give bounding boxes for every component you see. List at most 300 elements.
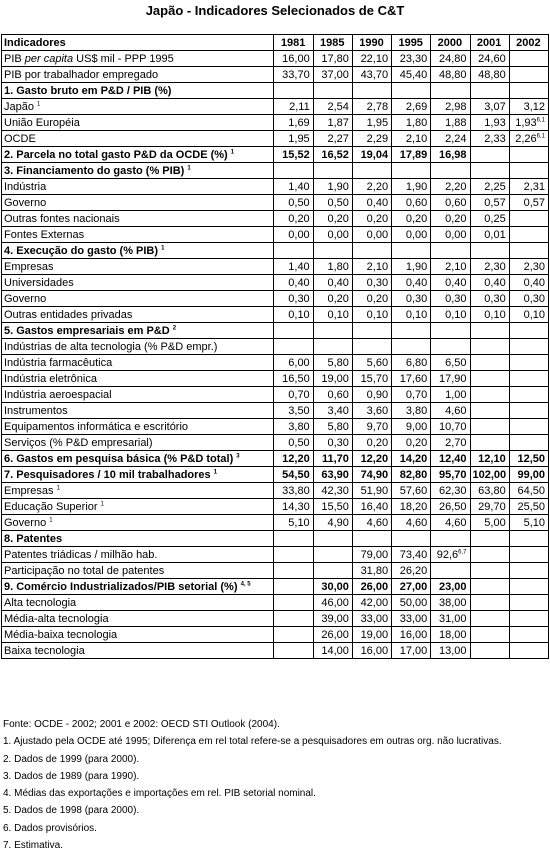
- value-cell: 2,33: [470, 131, 509, 147]
- value-cell: 0,40: [509, 275, 548, 291]
- value-cell: 1,88: [431, 115, 470, 131]
- section-header-row: [2, 163, 549, 179]
- value-cell: [509, 323, 548, 339]
- value-cell: 99,00: [509, 467, 548, 483]
- value-cell: 2,31: [509, 179, 548, 195]
- value-cell: 1,40: [274, 179, 313, 195]
- value-cell: [392, 83, 431, 99]
- value-cell: [509, 83, 548, 99]
- value-cell: [509, 531, 548, 547]
- value-cell: [470, 563, 509, 579]
- value-cell: 16,52: [313, 147, 352, 163]
- row-label: Indústrias de alta tecnologia (% P&D empr.): [2, 339, 274, 355]
- value-cell: [470, 643, 509, 659]
- value-cell: 24,60: [470, 51, 509, 67]
- footnote: 6. Dados provisórios.: [3, 822, 97, 834]
- value-cell: [470, 611, 509, 627]
- value-cell: 1,80: [392, 115, 431, 131]
- table-row: [2, 131, 549, 147]
- section-header-row: [2, 147, 549, 163]
- row-label: PIB per capita US$ mil - PPP 1995: [2, 51, 274, 67]
- table-row: [2, 307, 549, 323]
- value-cell: 0,60: [392, 195, 431, 211]
- value-cell: 2,54: [313, 99, 352, 115]
- value-cell: 2,70: [431, 435, 470, 451]
- value-cell: 5,60: [352, 355, 391, 371]
- value-cell: [509, 163, 548, 179]
- value-cell: [470, 547, 509, 563]
- value-cell: 0,20: [313, 291, 352, 307]
- value-cell: [509, 371, 548, 387]
- row-label: 6. Gastos em pesquisa básica (% P&D total) $^3$: [2, 451, 274, 467]
- row-label: Média-alta tecnologia: [2, 611, 274, 627]
- value-cell: 39,00: [313, 611, 352, 627]
- row-label: Indústria farmacêutica: [2, 355, 274, 371]
- header-cell: 1995: [392, 35, 431, 51]
- value-cell: 82,80: [392, 467, 431, 483]
- value-cell: [274, 339, 313, 355]
- value-cell: 1,93: [470, 115, 509, 131]
- value-cell: 17,80: [313, 51, 352, 67]
- value-cell: [509, 387, 548, 403]
- value-cell: 30,00: [313, 579, 352, 595]
- value-cell: 26,00: [352, 579, 391, 595]
- header-cell: 2000: [431, 35, 470, 51]
- value-cell: 0,40: [392, 275, 431, 291]
- value-cell: 29,70: [470, 499, 509, 515]
- row-label: Indústria aeroespacial: [2, 387, 274, 403]
- value-cell: [470, 403, 509, 419]
- value-cell: 2,20: [352, 179, 391, 195]
- value-cell: [392, 339, 431, 355]
- value-cell: [392, 243, 431, 259]
- value-cell: 15,70: [352, 371, 391, 387]
- value-cell: [509, 51, 548, 67]
- value-cell: [274, 547, 313, 563]
- footnote-marker: 1: [230, 148, 235, 155]
- value-cell: 16,98: [431, 147, 470, 163]
- value-cell: 0,10: [352, 307, 391, 323]
- value-cell: 2,20: [431, 179, 470, 195]
- value-cell: 46,00: [313, 595, 352, 611]
- value-cell: 1,69: [274, 115, 313, 131]
- value-cell: 15,52: [274, 147, 313, 163]
- value-cell: 17,90: [431, 371, 470, 387]
- value-cell: 1,90: [313, 179, 352, 195]
- value-cell: 1,90: [392, 259, 431, 275]
- value-cell: 50,00: [392, 595, 431, 611]
- value-cell: 16,50: [274, 371, 313, 387]
- table-row: [2, 547, 549, 563]
- value-cell: 0,50: [274, 435, 313, 451]
- value-cell: 4,90: [313, 515, 352, 531]
- value-cell: 23,30: [392, 51, 431, 67]
- footnote: 5. Dados de 1998 (para 2000).: [3, 805, 140, 817]
- value-cell: 102,00: [470, 467, 509, 483]
- value-cell: 0,20: [392, 211, 431, 227]
- value-cell: 0,25: [470, 211, 509, 227]
- value-cell: 2,11: [274, 99, 313, 115]
- value-cell: [470, 163, 509, 179]
- value-cell: 3,50: [274, 403, 313, 419]
- section-header-row: [2, 243, 549, 259]
- row-label: PIB por trabalhador empregado: [2, 67, 274, 83]
- value-cell: 0,00: [352, 227, 391, 243]
- value-cell: [509, 403, 548, 419]
- value-cell: 12,20: [274, 451, 313, 467]
- value-cell: 64,50: [509, 483, 548, 499]
- footnote-marker: 1: [49, 516, 53, 523]
- value-cell: 0,01: [470, 227, 509, 243]
- table-row: [2, 435, 549, 451]
- value-cell: 14,30: [274, 499, 313, 515]
- value-cell: [313, 83, 352, 99]
- value-cell: 18,20: [392, 499, 431, 515]
- value-cell: 0,20: [431, 211, 470, 227]
- value-cell: [470, 595, 509, 611]
- value-cell: 0,57: [470, 195, 509, 211]
- value-cell: 0,20: [392, 435, 431, 451]
- table-row: [2, 595, 549, 611]
- value-cell: [509, 339, 548, 355]
- value-cell: [470, 243, 509, 259]
- row-label: Média-baixa tecnologia: [2, 627, 274, 643]
- value-cell: [313, 163, 352, 179]
- value-cell: 5,10: [274, 515, 313, 531]
- value-cell: 0,20: [313, 211, 352, 227]
- section-header-row: [2, 531, 549, 547]
- header-cell: 1981: [274, 35, 313, 51]
- value-cell: 48,80: [431, 67, 470, 83]
- footnote-marker: 1: [37, 100, 41, 107]
- value-cell: 3,12: [509, 99, 548, 115]
- row-label: 9. Comércio Industrializados/PIB setorial (%) $^{4, 5}$: [2, 579, 274, 595]
- value-cell: [509, 211, 548, 227]
- footnote-marker: 6,1: [536, 132, 545, 139]
- footnote: 3. Dados de 1989 (para 1990).: [3, 770, 140, 782]
- row-label: 8. Patentes: [2, 531, 274, 547]
- value-cell: 5,00: [470, 515, 509, 531]
- table-row: [2, 403, 549, 419]
- value-cell: [470, 339, 509, 355]
- value-cell: 1,80: [313, 259, 352, 275]
- section-header-row: [2, 579, 549, 595]
- value-cell: 2,26$^{6,1}$: [509, 131, 548, 147]
- value-cell: 19,00: [313, 371, 352, 387]
- value-cell: 0,30: [352, 275, 391, 291]
- footnote-source: Fonte: OCDE - 2002; 2001 e 2002: OECD STI Outlook (2004).: [3, 719, 280, 730]
- value-cell: 42,00: [352, 595, 391, 611]
- footnote-marker: 3: [236, 452, 240, 459]
- value-cell: 0,10: [509, 307, 548, 323]
- value-cell: [274, 531, 313, 547]
- table-row: [2, 259, 549, 275]
- value-cell: 18,00: [431, 627, 470, 643]
- value-cell: 0,20: [352, 211, 391, 227]
- footnote: 2. Dados de 1999 (para 2000).: [3, 753, 140, 765]
- table-row: [2, 195, 549, 211]
- value-cell: 31,00: [431, 611, 470, 627]
- value-cell: 0,30: [509, 291, 548, 307]
- page-title: Japão - Indicadores Selecionados de C&T: [145, 3, 405, 18]
- value-cell: [470, 83, 509, 99]
- value-cell: 22,10: [352, 51, 391, 67]
- row-label: Governo: [2, 291, 274, 307]
- value-cell: 0,50: [274, 195, 313, 211]
- value-cell: 0,00: [313, 227, 352, 243]
- row-label: Baixa tecnologia: [2, 643, 274, 659]
- table-row: [2, 115, 549, 131]
- value-cell: 0,10: [431, 307, 470, 323]
- value-cell: [313, 547, 352, 563]
- value-cell: [274, 627, 313, 643]
- value-cell: [509, 563, 548, 579]
- value-cell: [431, 243, 470, 259]
- value-cell: [470, 579, 509, 595]
- value-cell: 48,80: [470, 67, 509, 83]
- value-cell: [509, 419, 548, 435]
- value-cell: 37,00: [313, 67, 352, 83]
- row-label: Empresas $^1$: [2, 483, 274, 499]
- value-cell: 63,90: [313, 467, 352, 483]
- value-cell: 27,00: [392, 579, 431, 595]
- value-cell: [352, 243, 391, 259]
- value-cell: [470, 419, 509, 435]
- value-cell: [431, 163, 470, 179]
- value-cell: 5,10: [509, 515, 548, 531]
- value-cell: 95,70: [431, 467, 470, 483]
- footnote-marker: 1: [187, 164, 191, 171]
- value-cell: 17,89: [392, 147, 431, 163]
- table-row: [2, 563, 549, 579]
- value-cell: [352, 323, 391, 339]
- row-label: Indústria: [2, 179, 274, 195]
- table-row: [2, 627, 549, 643]
- row-label: 7. Pesquisadores / 10 mil trabalhadores $^1$: [2, 467, 274, 483]
- value-cell: [509, 579, 548, 595]
- footnote-marker: 1: [161, 244, 165, 251]
- value-cell: 0,40: [470, 275, 509, 291]
- value-cell: [431, 531, 470, 547]
- value-cell: 0,10: [392, 307, 431, 323]
- table-header-row: [2, 35, 549, 51]
- row-label: Instrumentos: [2, 403, 274, 419]
- value-cell: [274, 579, 313, 595]
- table-row: [2, 211, 549, 227]
- value-cell: 19,00: [352, 627, 391, 643]
- footnote-marker: 4, 5: [240, 580, 251, 587]
- row-label: 2. Parcela no total gasto P&D da OCDE (%) $^1$: [2, 147, 274, 163]
- value-cell: 2,10: [392, 131, 431, 147]
- value-cell: 0,00: [431, 227, 470, 243]
- value-cell: [274, 595, 313, 611]
- value-cell: 73,40: [392, 547, 431, 563]
- value-cell: 12,50: [509, 451, 548, 467]
- value-cell: 19,04: [352, 147, 391, 163]
- footnote: 4. Médias das exportações e importações em rel. PIB setorial nominal.: [3, 788, 316, 800]
- value-cell: [470, 147, 509, 163]
- header-cell: 2001: [470, 35, 509, 51]
- value-cell: 23,00: [431, 579, 470, 595]
- value-cell: 51,90: [352, 483, 391, 499]
- table-row: [2, 419, 549, 435]
- value-cell: 17,60: [392, 371, 431, 387]
- value-cell: 42,30: [313, 483, 352, 499]
- value-cell: 5,80: [313, 419, 352, 435]
- row-label: Outras fontes nacionais: [2, 211, 274, 227]
- value-cell: 0,30: [313, 435, 352, 451]
- value-cell: [470, 531, 509, 547]
- footnotes: [3, 718, 502, 856]
- row-label: Alta tecnologia: [2, 595, 274, 611]
- table-row: [2, 499, 549, 515]
- value-cell: 0,60: [431, 195, 470, 211]
- header-cell: 1985: [313, 35, 352, 51]
- value-cell: 0,90: [352, 387, 391, 403]
- value-cell: [470, 323, 509, 339]
- value-cell: 79,00: [352, 547, 391, 563]
- indicators-table: [1, 34, 549, 659]
- value-cell: [313, 563, 352, 579]
- value-cell: 2,69: [392, 99, 431, 115]
- value-cell: 4,60: [431, 403, 470, 419]
- row-label: Governo $^1$: [2, 515, 274, 531]
- table-row: [2, 67, 549, 83]
- value-cell: [274, 643, 313, 659]
- row-label: Serviços (% P&D empresarial): [2, 435, 274, 451]
- value-cell: 12,20: [352, 451, 391, 467]
- footnote-marker: 1: [56, 484, 60, 491]
- value-cell: 0,30: [470, 291, 509, 307]
- section-header-row: [2, 83, 549, 99]
- value-cell: 63,80: [470, 483, 509, 499]
- table-row: [2, 275, 549, 291]
- row-label: Governo: [2, 195, 274, 211]
- value-cell: 54,50: [274, 467, 313, 483]
- value-cell: 0,00: [392, 227, 431, 243]
- value-cell: 62,30: [431, 483, 470, 499]
- value-cell: 16,00: [274, 51, 313, 67]
- footnote-marker: 2: [172, 324, 177, 331]
- value-cell: [274, 163, 313, 179]
- value-cell: [313, 323, 352, 339]
- row-label: União Européia: [2, 115, 274, 131]
- section-header-row: [2, 467, 549, 483]
- row-label: 4. Execução do gasto (% PIB) $^1$: [2, 243, 274, 259]
- value-cell: 11,70: [313, 451, 352, 467]
- table-row: [2, 515, 549, 531]
- value-cell: 0,20: [352, 435, 391, 451]
- value-cell: 26,50: [431, 499, 470, 515]
- value-cell: 26,20: [392, 563, 431, 579]
- value-cell: [470, 355, 509, 371]
- row-label: 3. Financiamento do gasto (% PIB) $^1$: [2, 163, 274, 179]
- table-row: [2, 611, 549, 627]
- value-cell: [509, 147, 548, 163]
- value-cell: 0,70: [274, 387, 313, 403]
- row-label: Patentes triádicas / milhão hab.: [2, 547, 274, 563]
- value-cell: 1,95: [352, 115, 391, 131]
- value-cell: 1,90: [392, 179, 431, 195]
- value-cell: 6,50: [431, 355, 470, 371]
- value-cell: 0,10: [313, 307, 352, 323]
- value-cell: 0,40: [313, 275, 352, 291]
- value-cell: 0,10: [274, 307, 313, 323]
- value-cell: [470, 371, 509, 387]
- value-cell: [509, 611, 548, 627]
- header-cell: 1990: [352, 35, 391, 51]
- value-cell: 38,00: [431, 595, 470, 611]
- value-cell: 3,40: [313, 403, 352, 419]
- value-cell: [431, 323, 470, 339]
- table-row: [2, 371, 549, 387]
- value-cell: 3,60: [352, 403, 391, 419]
- footnote: 1. Ajustado pela OCDE até 1995; Diferença em rel total refere-se a pesquisadores em outras org. não lucrativas.: [3, 736, 502, 748]
- table-row: [2, 387, 549, 403]
- value-cell: 92,6$^{6,7}$: [431, 547, 470, 563]
- value-cell: 6,80: [392, 355, 431, 371]
- table-row: [2, 179, 549, 195]
- row-label: Equipamentos informática e escritório: [2, 419, 274, 435]
- value-cell: 0,40: [352, 195, 391, 211]
- value-cell: [274, 563, 313, 579]
- value-cell: [431, 339, 470, 355]
- value-cell: 6,00: [274, 355, 313, 371]
- value-cell: [431, 83, 470, 99]
- value-cell: 1,87: [313, 115, 352, 131]
- value-cell: [509, 227, 548, 243]
- value-cell: 74,90: [352, 467, 391, 483]
- value-cell: 0,30: [274, 291, 313, 307]
- value-cell: [392, 531, 431, 547]
- value-cell: 1,93$^{6,1}$: [509, 115, 548, 131]
- value-cell: [509, 627, 548, 643]
- value-cell: 26,00: [313, 627, 352, 643]
- value-cell: [274, 611, 313, 627]
- row-label: Indústria eletrônica: [2, 371, 274, 387]
- table-row: [2, 99, 549, 115]
- row-label: 1. Gasto bruto em P&D / PIB (%): [2, 83, 274, 99]
- value-cell: 2,10: [352, 259, 391, 275]
- value-cell: 33,80: [274, 483, 313, 499]
- value-cell: 17,00: [392, 643, 431, 659]
- footnote: 7. Estimativa.: [3, 840, 64, 852]
- value-cell: [509, 643, 548, 659]
- value-cell: 0,20: [352, 291, 391, 307]
- value-cell: [509, 67, 548, 83]
- row-label: Fontes Externas: [2, 227, 274, 243]
- value-cell: 12,10: [470, 451, 509, 467]
- value-cell: [509, 435, 548, 451]
- value-cell: 25,50: [509, 499, 548, 515]
- section-header-row: [2, 451, 549, 467]
- value-cell: 4,60: [431, 515, 470, 531]
- value-cell: 3,80: [274, 419, 313, 435]
- value-cell: 5,80: [313, 355, 352, 371]
- value-cell: 33,00: [352, 611, 391, 627]
- value-cell: 12,40: [431, 451, 470, 467]
- value-cell: 1,00: [431, 387, 470, 403]
- value-cell: 1,40: [274, 259, 313, 275]
- row-label: Outras entidades privadas: [2, 307, 274, 323]
- value-cell: 15,50: [313, 499, 352, 515]
- row-label: Japão $^1$: [2, 99, 274, 115]
- value-cell: [352, 531, 391, 547]
- value-cell: [509, 355, 548, 371]
- value-cell: 3,80: [392, 403, 431, 419]
- value-cell: 0,57: [509, 195, 548, 211]
- table-row: [2, 51, 549, 67]
